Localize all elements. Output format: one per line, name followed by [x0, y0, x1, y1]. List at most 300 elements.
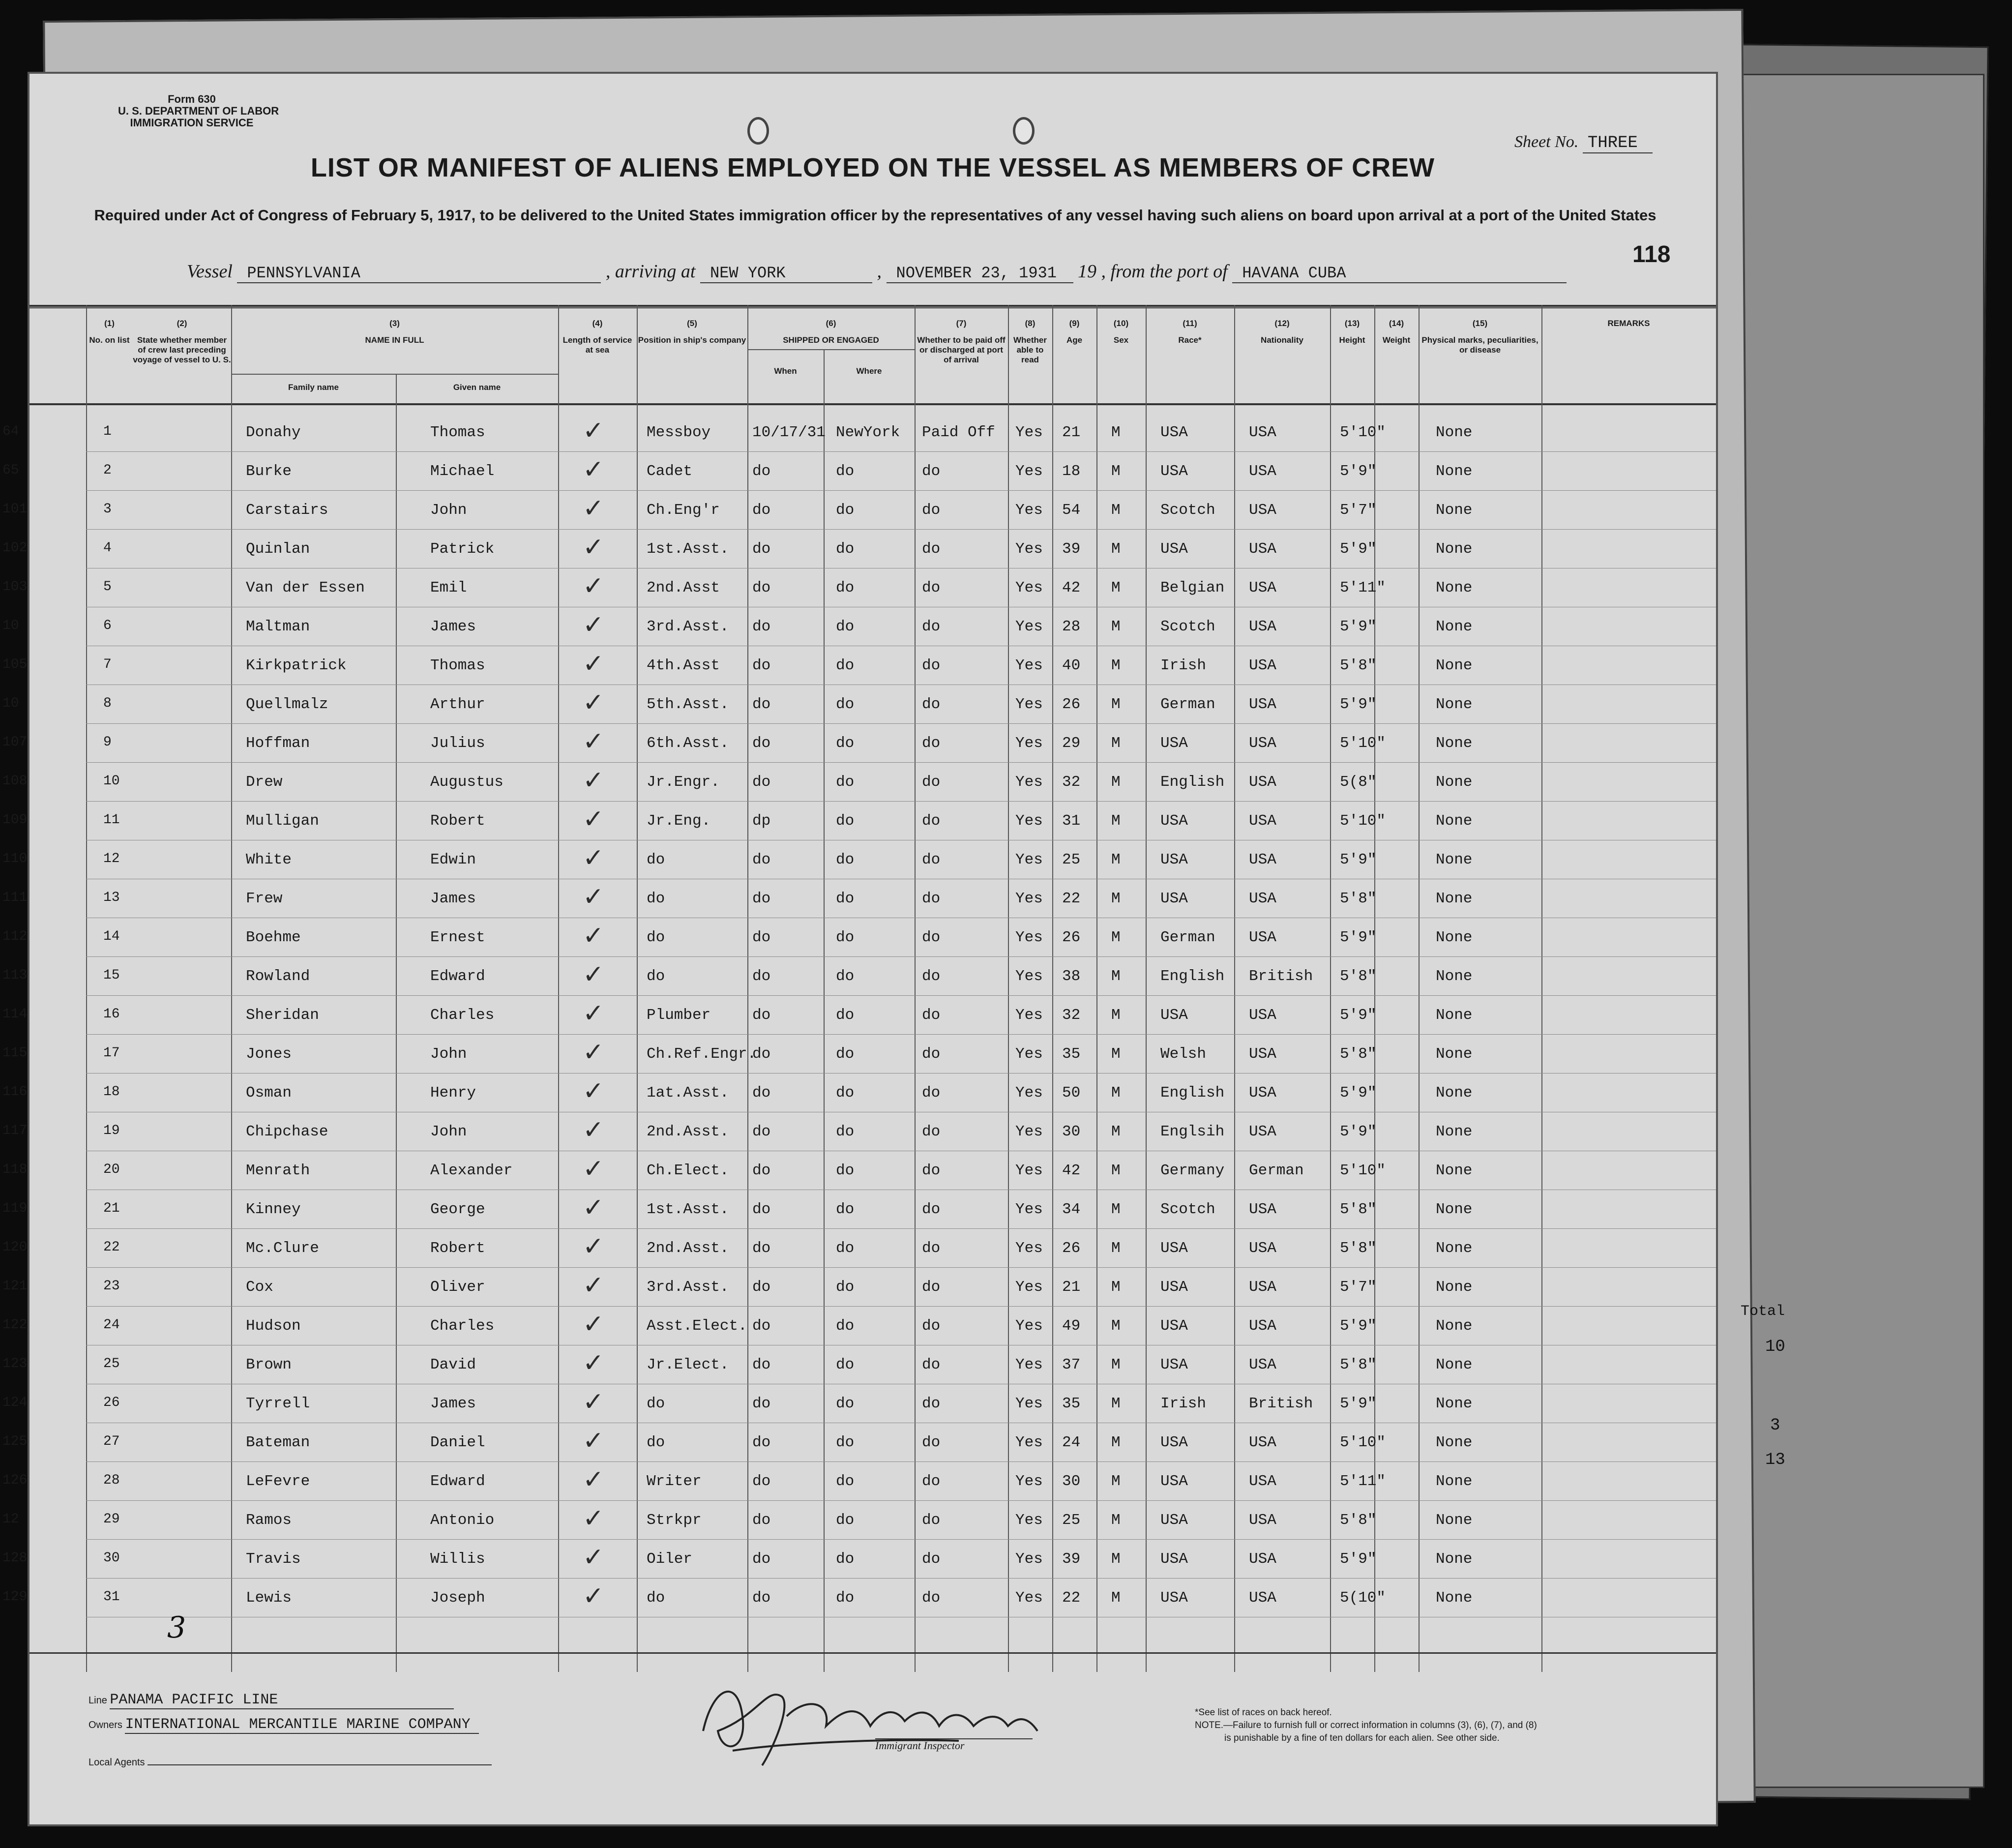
physical-marks: None	[1436, 502, 1473, 519]
family-name: Brown	[246, 1356, 292, 1373]
physical-marks: None	[1436, 1473, 1473, 1490]
family-name: Kirkpatrick	[246, 657, 347, 674]
table-row	[2, 724, 1716, 763]
able-to-read: Yes	[1015, 618, 1043, 635]
family-name: Sheridan	[246, 1007, 319, 1024]
paid-off: do	[922, 890, 941, 907]
race: Germany	[1160, 1162, 1225, 1179]
nationality: USA	[1249, 1473, 1276, 1490]
row-number: 3	[103, 502, 112, 517]
row-side-number: 125	[2, 1434, 28, 1449]
row-number: 1	[103, 424, 112, 439]
physical-marks: None	[1436, 579, 1473, 596]
shipped-where: do	[836, 1512, 855, 1529]
race: USA	[1160, 735, 1188, 752]
family-name: Frew	[246, 890, 283, 907]
height: 5'9"	[1340, 1550, 1377, 1568]
position: do	[647, 890, 665, 907]
shipped-where: do	[836, 890, 855, 907]
check-mark-icon: ✓	[583, 1504, 604, 1533]
table-row	[2, 1501, 1716, 1540]
shipped-when: do	[752, 1550, 771, 1568]
shipped-when: do	[752, 929, 771, 946]
physical-marks: None	[1436, 851, 1473, 868]
row-number: 12	[103, 851, 120, 866]
row-number: 28	[103, 1473, 120, 1488]
paid-off: do	[922, 540, 941, 558]
row-side-number: 105	[2, 657, 28, 672]
position: 2nd.Asst	[647, 579, 720, 596]
height: 5(10"	[1340, 1589, 1386, 1607]
position: Strkpr	[647, 1512, 702, 1529]
position: Cadet	[647, 463, 693, 480]
height: 5'8"	[1340, 1240, 1377, 1257]
from-label: , from the port of	[1101, 261, 1228, 282]
given-name: Henry	[430, 1084, 476, 1102]
row-side-number: 113	[2, 968, 28, 983]
age: 42	[1062, 1162, 1081, 1179]
paid-off: do	[922, 774, 941, 791]
able-to-read: Yes	[1015, 1434, 1043, 1451]
position: 1st.Asst.	[647, 540, 729, 558]
race: USA	[1160, 1317, 1188, 1335]
row-number: 30	[103, 1550, 120, 1566]
row-number: 10	[103, 774, 120, 789]
table-row	[2, 1073, 1716, 1112]
table-row	[2, 1268, 1716, 1307]
height: 5'8"	[1340, 968, 1377, 985]
row-number: 15	[103, 968, 120, 983]
shipped-where: do	[836, 1434, 855, 1451]
position: 4th.Asst	[647, 657, 720, 674]
age: 32	[1062, 1007, 1081, 1024]
race: USA	[1160, 463, 1188, 480]
physical-marks: None	[1436, 1395, 1473, 1412]
nationality: USA	[1249, 618, 1276, 635]
row-number: 22	[103, 1240, 120, 1255]
position: 1st.Asst.	[647, 1201, 729, 1218]
row-side-number: 122	[2, 1317, 28, 1333]
check-mark-icon: ✓	[583, 649, 604, 679]
able-to-read: Yes	[1015, 1356, 1043, 1373]
physical-marks: None	[1436, 1512, 1473, 1529]
shipped-where: do	[836, 1201, 855, 1218]
given-name: Augustus	[430, 774, 503, 791]
check-mark-icon: ✓	[583, 766, 604, 795]
physical-marks: None	[1436, 540, 1473, 558]
given-name: Patrick	[430, 540, 495, 558]
height: 5'9"	[1340, 1123, 1377, 1140]
height: 5'10"	[1340, 1434, 1386, 1451]
age: 26	[1062, 696, 1081, 713]
table-row	[2, 568, 1716, 607]
row-number: 14	[103, 929, 120, 944]
able-to-read: Yes	[1015, 1395, 1043, 1412]
vessel-name: PENNSYLVANIA	[237, 264, 601, 283]
sex: M	[1111, 1512, 1121, 1529]
able-to-read: Yes	[1015, 540, 1043, 558]
height: 5'9"	[1340, 1395, 1377, 1412]
physical-marks: None	[1436, 1123, 1473, 1140]
position: do	[647, 851, 665, 868]
header-rule	[30, 403, 1716, 405]
given-name: Arthur	[430, 696, 485, 713]
table-row	[2, 685, 1716, 724]
handwritten-total: 3	[167, 1610, 186, 1645]
row-number: 25	[103, 1356, 120, 1371]
row-number: 9	[103, 735, 112, 750]
nationality: German	[1249, 1162, 1304, 1179]
shipped-when: do	[752, 1240, 771, 1257]
age: 50	[1062, 1084, 1081, 1102]
service: IMMIGRATION SERVICE	[130, 117, 254, 129]
row-number: 6	[103, 618, 112, 633]
table-row	[2, 1384, 1716, 1423]
table-row	[2, 879, 1716, 918]
page-subtitle: Required under Act of Congress of February 5, 1917, to be delivered to the United States immigration officer by the representatives of any vessel having such aliens on board upon arrival at a port of the United States	[94, 207, 1657, 224]
check-mark-icon: ✓	[583, 1232, 604, 1261]
table-row	[2, 1112, 1716, 1151]
family-name: Burke	[246, 463, 292, 480]
sex: M	[1111, 1007, 1121, 1024]
age: 24	[1062, 1434, 1081, 1451]
given-name: David	[430, 1356, 476, 1373]
family-name: Menrath	[246, 1162, 310, 1179]
age: 25	[1062, 851, 1081, 868]
shipped-when: do	[752, 1317, 771, 1335]
sex: M	[1111, 696, 1121, 713]
sex: M	[1111, 735, 1121, 752]
family-name: Van der Essen	[246, 579, 365, 596]
row-side-number: 129	[2, 1589, 28, 1605]
margin-total: Total	[1741, 1303, 1785, 1320]
able-to-read: Yes	[1015, 1589, 1043, 1607]
given-name: Michael	[430, 463, 495, 480]
race: Englsih	[1160, 1123, 1225, 1140]
table-row	[2, 1423, 1716, 1462]
race: Irish	[1160, 1395, 1207, 1412]
given-name: Thomas	[430, 424, 485, 441]
sex: M	[1111, 1317, 1121, 1335]
shipped-where: do	[836, 657, 855, 674]
family-name: Hoffman	[246, 735, 310, 752]
given-name: Edwin	[430, 851, 476, 868]
race: USA	[1160, 1512, 1188, 1529]
race: USA	[1160, 424, 1188, 441]
shipped-when: do	[752, 1395, 771, 1412]
sex: M	[1111, 929, 1121, 946]
sex: M	[1111, 1473, 1121, 1490]
position: Ch.Elect.	[647, 1162, 729, 1179]
given-name: Emil	[430, 579, 467, 596]
department: U. S. DEPARTMENT OF LABOR	[118, 105, 279, 117]
height: 5'11"	[1340, 579, 1386, 596]
given-name: Alexander	[430, 1162, 513, 1179]
race: Scotch	[1160, 502, 1215, 519]
punch-hole	[1013, 117, 1035, 145]
header-name: (3) NAME IN FULL	[365, 319, 424, 345]
paid-off: do	[922, 929, 941, 946]
family-name: Drew	[246, 774, 283, 791]
shipped-when: do	[752, 1434, 771, 1451]
race: USA	[1160, 812, 1188, 830]
nationality: British	[1249, 968, 1313, 985]
page-number: 118	[1632, 241, 1671, 268]
sex: M	[1111, 1201, 1121, 1218]
sex: M	[1111, 1395, 1121, 1412]
row-number: 26	[103, 1395, 120, 1410]
sex: M	[1111, 1589, 1121, 1607]
age: 38	[1062, 968, 1081, 985]
inspector-signature	[683, 1657, 1067, 1775]
family-name: LeFevre	[246, 1473, 310, 1490]
height: 5'9"	[1340, 696, 1377, 713]
sex: M	[1111, 1045, 1121, 1063]
age: 22	[1062, 890, 1081, 907]
shipped-when: do	[752, 502, 771, 519]
shipped-where: do	[836, 929, 855, 946]
given-name: Julius	[430, 735, 485, 752]
shipped-when: 10/17/31	[752, 424, 826, 441]
nationality: USA	[1249, 502, 1276, 519]
shipped-where: do	[836, 968, 855, 985]
age: 39	[1062, 540, 1081, 558]
check-mark-icon: ✓	[583, 1038, 604, 1067]
paid-off: do	[922, 735, 941, 752]
given-name: Edward	[430, 968, 485, 985]
position: Writer	[647, 1473, 702, 1490]
paid-off: do	[922, 1512, 941, 1529]
able-to-read: Yes	[1015, 502, 1043, 519]
table-row	[2, 957, 1716, 996]
row-side-number: 117	[2, 1123, 28, 1138]
able-to-read: Yes	[1015, 1123, 1043, 1140]
given-name: James	[430, 890, 476, 907]
paid-off: do	[922, 1162, 941, 1179]
able-to-read: Yes	[1015, 657, 1043, 674]
age: 25	[1062, 1512, 1081, 1529]
table-row	[2, 1190, 1716, 1229]
physical-marks: None	[1436, 696, 1473, 713]
row-side-number: 102	[2, 540, 28, 556]
height: 5'10"	[1340, 735, 1386, 752]
height: 5'9"	[1340, 618, 1377, 635]
nationality: USA	[1249, 540, 1276, 558]
physical-marks: None	[1436, 1279, 1473, 1296]
shipped-when: do	[752, 1473, 771, 1490]
height: 5'8"	[1340, 657, 1377, 674]
row-side-number: 116	[2, 1084, 28, 1100]
shipped-where: do	[836, 1279, 855, 1296]
row-side-number: 112	[2, 929, 28, 944]
able-to-read: Yes	[1015, 1045, 1043, 1063]
row-side-number: 114	[2, 1007, 28, 1022]
shipped-when: do	[752, 657, 771, 674]
paid-off: do	[922, 502, 941, 519]
paid-off: do	[922, 1045, 941, 1063]
height: 5'8"	[1340, 1356, 1377, 1373]
shipped-where: do	[836, 618, 855, 635]
nationality: USA	[1249, 463, 1276, 480]
family-name: Osman	[246, 1084, 292, 1102]
margin-value: 13	[1765, 1451, 1785, 1469]
able-to-read: Yes	[1015, 1317, 1043, 1335]
age: 26	[1062, 929, 1081, 946]
paid-off: do	[922, 1473, 941, 1490]
shipped-where: do	[836, 1589, 855, 1607]
position: 3rd.Asst.	[647, 618, 729, 635]
able-to-read: Yes	[1015, 735, 1043, 752]
height: 5'8"	[1340, 1201, 1377, 1218]
given-name: Oliver	[430, 1279, 485, 1296]
given-name: Charles	[430, 1007, 495, 1024]
footnote-penalty-cont: is punishable by a fine of ten dollars for each alien. See other side.	[1224, 1733, 1500, 1743]
able-to-read: Yes	[1015, 890, 1043, 907]
shipped-where: do	[836, 463, 855, 480]
able-to-read: Yes	[1015, 851, 1043, 868]
position: do	[647, 929, 665, 946]
line-label: Line	[89, 1695, 107, 1706]
check-mark-icon: ✓	[583, 1465, 604, 1494]
given-name: Daniel	[430, 1434, 485, 1451]
header-height: (13) Height	[1339, 319, 1365, 345]
shipped-where: do	[836, 774, 855, 791]
race: English	[1160, 774, 1225, 791]
nationality: USA	[1249, 1045, 1276, 1063]
table-row	[2, 763, 1716, 802]
check-mark-icon: ✓	[583, 1348, 604, 1378]
shipped-when: do	[752, 1162, 771, 1179]
table-row	[2, 413, 1716, 452]
row-side-number: 128	[2, 1550, 28, 1566]
arriving-label: , arriving at	[605, 261, 696, 282]
check-mark-icon: ✓	[583, 1193, 604, 1222]
header-race: (11) Race*	[1178, 319, 1202, 345]
line-field	[89, 1692, 454, 1709]
row-side-number: 109	[2, 812, 28, 828]
physical-marks: None	[1436, 968, 1473, 985]
height: 5'7"	[1340, 1279, 1377, 1296]
race: USA	[1160, 1434, 1188, 1451]
check-mark-icon: ✓	[583, 416, 604, 446]
shipped-when: do	[752, 1589, 771, 1607]
nationality: USA	[1249, 1240, 1276, 1257]
height: 5'10"	[1340, 812, 1386, 830]
position: do	[647, 968, 665, 985]
owners-value: INTERNATIONAL MERCANTILE MARINE COMPANY	[125, 1716, 479, 1734]
race: English	[1160, 1084, 1225, 1102]
able-to-read: Yes	[1015, 579, 1043, 596]
given-name: Robert	[430, 812, 485, 830]
header-when: When	[774, 366, 797, 376]
nationality: USA	[1249, 735, 1276, 752]
sex: M	[1111, 657, 1121, 674]
paid-off: do	[922, 851, 941, 868]
header-sex: (10) Sex	[1113, 319, 1129, 345]
table-row	[2, 996, 1716, 1035]
nationality: USA	[1249, 774, 1276, 791]
age: 34	[1062, 1201, 1081, 1218]
age: 30	[1062, 1473, 1081, 1490]
table-row	[2, 1307, 1716, 1345]
paid-off: do	[922, 657, 941, 674]
height: 5'9"	[1340, 1084, 1377, 1102]
check-mark-icon: ✓	[583, 960, 604, 989]
header-nationality: (12) Nationality	[1261, 319, 1303, 345]
shipped-where: do	[836, 540, 855, 558]
shipped-where: do	[836, 1550, 855, 1568]
race: English	[1160, 968, 1225, 985]
check-mark-icon: ✓	[583, 1581, 604, 1611]
shipped-where: do	[836, 1045, 855, 1063]
row-side-number: 103	[2, 579, 28, 595]
row-side-number: 111	[2, 890, 28, 905]
vessel-line: Vessel PENNSYLVANIA , arriving at NEW YORK , NOVEMBER 23, 1931 19 , from the port of HAVANA CUBA	[187, 261, 1613, 283]
height: 5'7"	[1340, 502, 1377, 519]
row-side-number: 123	[2, 1356, 28, 1371]
nationality: USA	[1249, 1123, 1276, 1140]
sex: M	[1111, 968, 1121, 985]
table-row	[2, 491, 1716, 530]
sex: M	[1111, 1356, 1121, 1373]
check-mark-icon: ✓	[583, 882, 604, 912]
shipped-when: do	[752, 1356, 771, 1373]
age: 42	[1062, 579, 1081, 596]
nationality: USA	[1249, 851, 1276, 868]
check-mark-icon: ✓	[583, 1426, 604, 1456]
table-row	[2, 1540, 1716, 1579]
check-mark-icon: ✓	[583, 494, 604, 523]
row-side-number: 64	[2, 424, 19, 439]
sex: M	[1111, 774, 1121, 791]
position: 2nd.Asst.	[647, 1240, 729, 1257]
nationality: USA	[1249, 1201, 1276, 1218]
age: 21	[1062, 1279, 1081, 1296]
table-row	[2, 607, 1716, 646]
row-number: 7	[103, 657, 112, 672]
able-to-read: Yes	[1015, 1084, 1043, 1102]
age: 22	[1062, 1589, 1081, 1607]
physical-marks: None	[1436, 424, 1473, 441]
shipped-when: do	[752, 1045, 771, 1063]
header-read: (8) Whether able to read	[1013, 319, 1047, 364]
vessel-label: Vessel	[187, 261, 233, 282]
row-number: 21	[103, 1201, 120, 1216]
position: Jr.Engr.	[647, 774, 720, 791]
race: Scotch	[1160, 1201, 1215, 1218]
check-mark-icon: ✓	[583, 1115, 604, 1145]
race: USA	[1160, 1473, 1188, 1490]
age: 31	[1062, 812, 1081, 830]
sex: M	[1111, 1240, 1121, 1257]
table-row	[2, 918, 1716, 957]
family-name: Cox	[246, 1279, 273, 1296]
shipped-where: do	[836, 851, 855, 868]
race: USA	[1160, 1550, 1188, 1568]
shipped-where: do	[836, 1473, 855, 1490]
position: do	[647, 1589, 665, 1607]
row-number: 11	[103, 812, 120, 828]
sex: M	[1111, 463, 1121, 480]
row-number: 17	[103, 1045, 120, 1061]
check-mark-icon: ✓	[583, 455, 604, 484]
race: Irish	[1160, 657, 1207, 674]
check-mark-icon: ✓	[583, 999, 604, 1028]
paid-off: do	[922, 812, 941, 830]
row-number: 27	[103, 1434, 120, 1449]
nationality: USA	[1249, 1589, 1276, 1607]
sex: M	[1111, 424, 1121, 441]
